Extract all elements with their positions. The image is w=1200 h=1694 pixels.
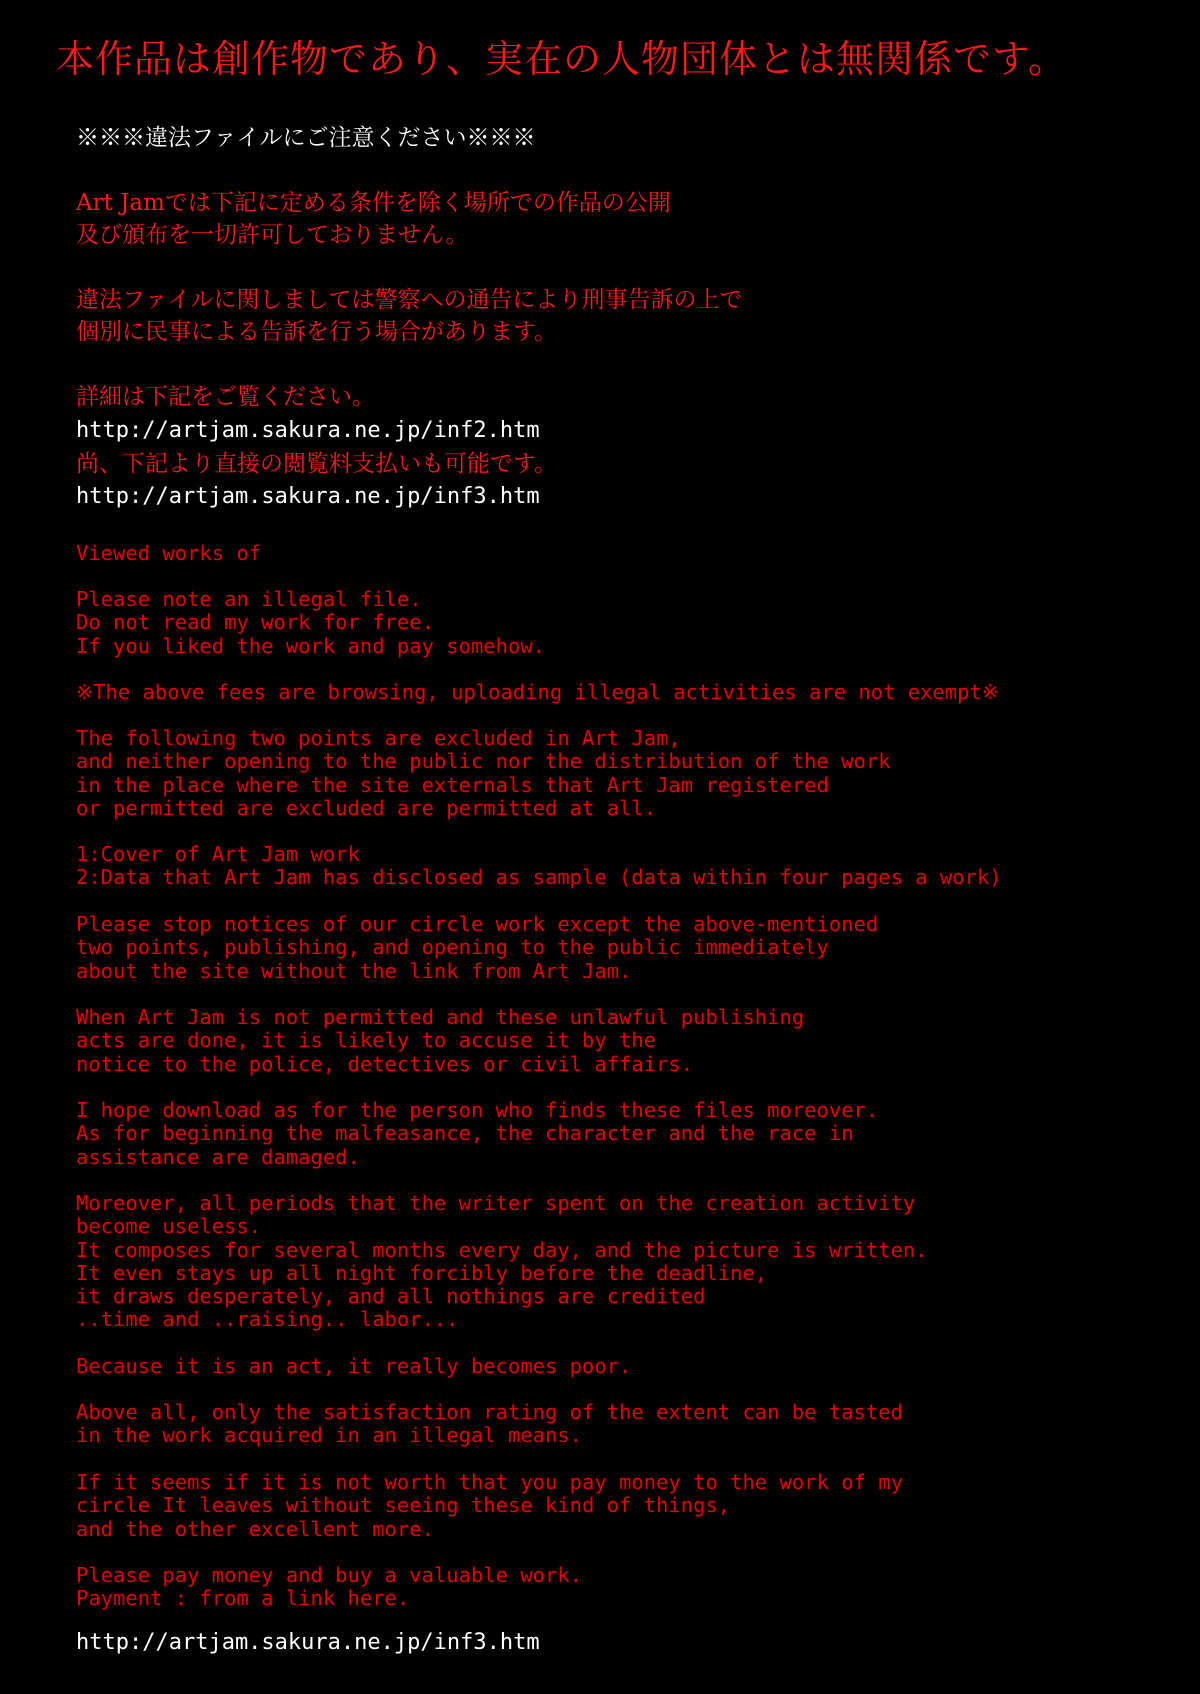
jp-legal-line-2: 個別に民事による告訴を行う場合があります。 <box>76 319 558 345</box>
jp-details-line: 詳細は下記をご覧ください。 <box>76 384 375 410</box>
warning-title: ※※※違法ファイルにご注意ください※※※ <box>76 125 536 151</box>
en-viewed-works: Viewed works of <box>76 541 262 565</box>
en-stop-notices: Please stop notices of our circle work except the above-mentioned two points, publishing, and opening to the public immediately about the site without the link from Art Jam. <box>76 912 879 983</box>
en-please-pay: Please pay money and buy a valuable work. Payment : from a link here. <box>76 1563 583 1611</box>
en-poor-act: Because it is an act, it really becomes poor. <box>76 1354 632 1378</box>
en-download-hope: I hope download as for the person who finds these files moreover. As for beginning the malfeasance, the character and the race in assistance are damaged. <box>76 1098 879 1169</box>
en-accusation: When Art Jam is not permitted and these unlawful publishing acts are done, it is likely to accuse it by the notice to the police, detectives or civil affairs. <box>76 1005 805 1076</box>
en-illegal-note: Please note an illegal file. Do not read my work for free. If you liked the work and pay somehow. <box>76 587 545 658</box>
en-fees-note: ※The above fees are browsing, uploading illegal activities are not exempt※ <box>76 680 999 704</box>
jp-direct-pay-line: 尚、下記より直接の閲覧料支払いも可能です。 <box>76 451 558 477</box>
jp-restriction-line-2: 及び頒布を一切許可しておりません。 <box>76 222 469 248</box>
info-link-inf2[interactable]: http://artjam.sakura.ne.jp/inf2.htm <box>76 418 540 443</box>
disclaimer-headline: 本作品は創作物であり、実在の人物団体とは無関係です。 <box>56 37 1067 81</box>
en-satisfaction: Above all, only the satisfaction rating of the extent can be tasted in the work acquired in an illegal means. <box>76 1400 903 1448</box>
jp-legal-line-1: 違法ファイルに関しましては警察への通告により刑事告訴の上で <box>76 287 743 313</box>
en-exclusions: The following two points are excluded in Art Jam, and neither opening to the public nor the distribution of the work in the place where the site externals that Art Jam registered or permitted are excluded are permitted at all. <box>76 726 891 820</box>
en-permitted-points: 1:Cover of Art Jam work 2:Data that Art Jam has disclosed as sample (data within four pages a work) <box>76 842 1002 890</box>
jp-restriction-line-1: Art Jamでは下記に定める条件を除く場所での作品の公開 <box>76 190 671 216</box>
en-writer-effort: Moreover, all periods that the writer spent on the creation activity become useless. It composes for several months every day, and the picture is written. It even stays up all night forcibly before the deadline, it draws desperately, and all nothings are credited ..time and ..raising.. labor... <box>76 1191 928 1332</box>
en-not-worth: If it seems if it is not worth that you pay money to the work of my circle It leaves without seeing these kind of things, and the other excellent more. <box>76 1470 903 1541</box>
final-payment-link[interactable]: http://artjam.sakura.ne.jp/inf3.htm <box>76 1630 540 1655</box>
payment-link-inf3[interactable]: http://artjam.sakura.ne.jp/inf3.htm <box>76 484 540 509</box>
